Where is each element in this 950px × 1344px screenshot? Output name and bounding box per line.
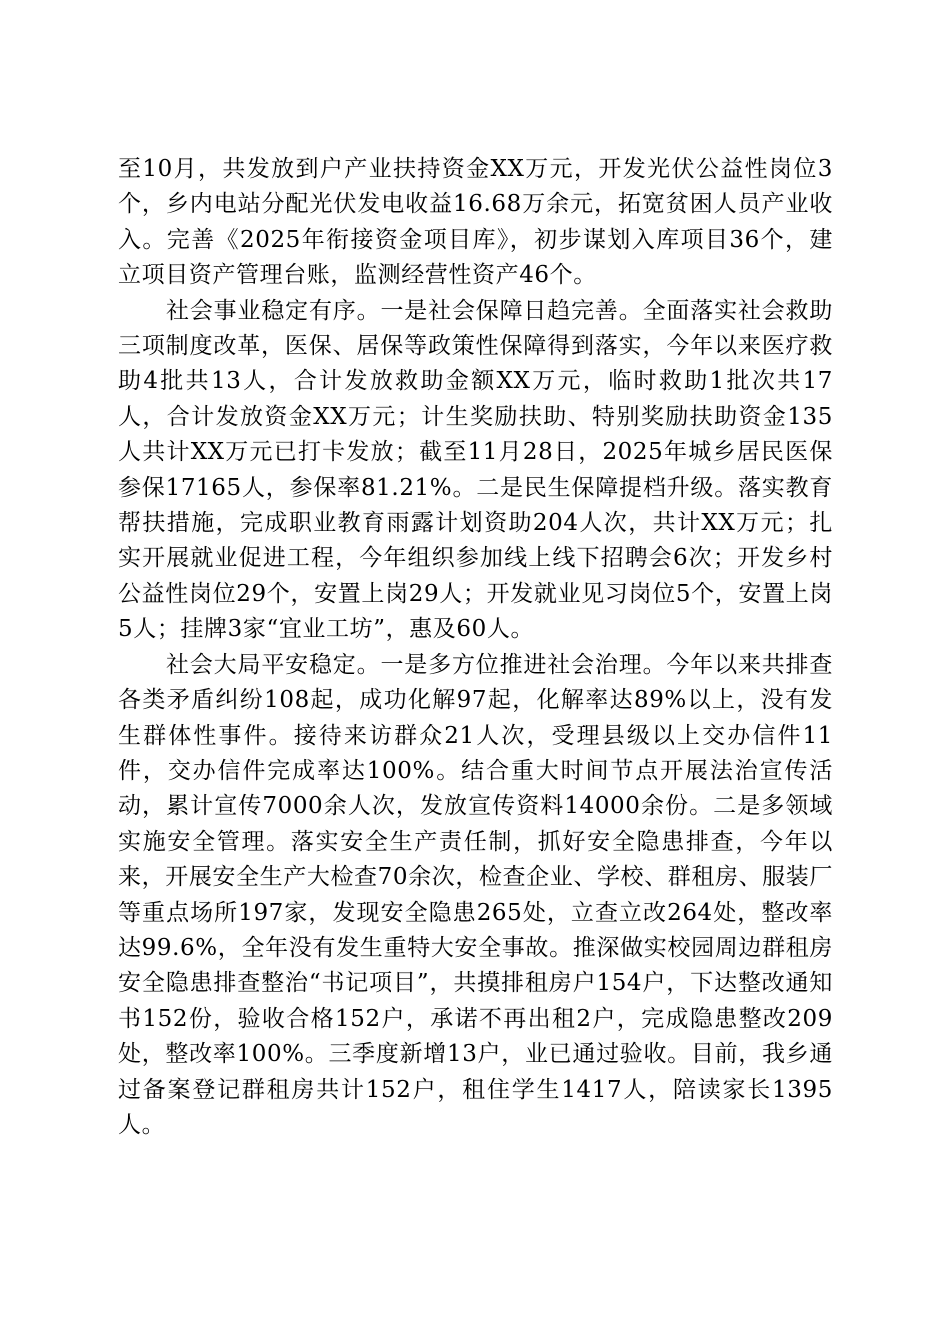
paragraph-industry-support: 至10月，共发放到户产业扶持资金XX万元，开发光伏公益性岗位3个，乡内电站分配光伏发电收益16.68万余元，拓宽贫困人员产业收入。完善《2025年衔接资金项目库》，初步谋划入库项目36个，建立项目资产管理台账，监测经营性资产46个。	[118, 156, 833, 289]
document-body	[118, 152, 833, 1143]
paragraph-public-safety: 社会大局平安稳定。一是多方位推进社会治理。今年以来共排查各类矛盾纠纷108起，成功化解97起，化解率达89%以上，没有发生群体性事件。接待来访群众21人次，受理县级以上交办信件11件，交办信件完成率达100%。结合重大时间节点开展法治宣传活动，累计宣传7000余人次，发放宣传资料14000余份。二是多领域实施安全管理。落实安全生产责任制，抓好安全隐患排查，今年以来，开展安全生产大检查70余次，检查企业、学校、群租房、服装厂等重点场所197家，发现安全隐患265处，立查立改264处，整改率达99.6%，全年没有发生重特大安全事故。推深做实校园周边群租房安全隐患排查整治“书记项目”，共摸排租房户154户，下达整改通知书152份，验收合格152户，承诺不再出租2户，完成隐患整改209处，整改率100%。三季度新增13户，业已通过验收。目前，我乡通过备案登记群租房共计152户，租住学生1417人，陪读家长1395人。	[118, 651, 833, 1138]
paragraph-social-services: 社会事业稳定有序。一是社会保障日趋完善。全面落实社会救助三项制度改革，医保、居保等政策性保障得到落实，今年以来医疗救助4批共13人，合计发放救助金额XX万元，临时救助1批次共17人，合计发放资金XX万元；计生奖励扶助、特别奖励扶助资金135人共计XX万元已打卡发放；截至11月28日，2025年城乡居民医保参保17165人，参保率81.21%。二是民生保障提档升级。落实教育帮扶措施，完成职业教育雨露计划资助204人次，共计XX万元；扎实开展就业促进工程，今年组织参加线上线下招聘会6次；开发乡村公益性岗位29个，安置上岗29人；开发就业见习岗位5个，安置上岗5人；挂牌3家“宜业工坊”，惠及60人。	[118, 297, 833, 643]
